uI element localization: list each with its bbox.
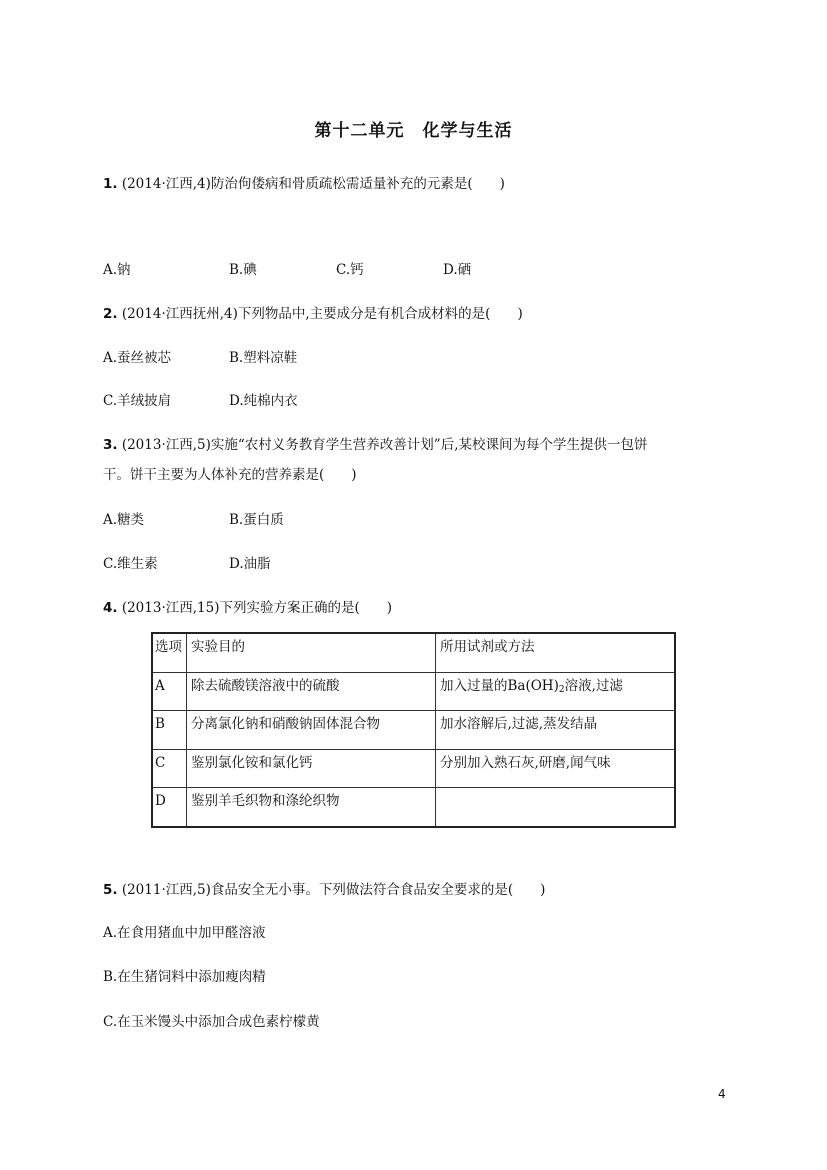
row-purpose: 分离氯化钠和硝酸钠固体混合物 xyxy=(187,711,436,750)
option-a: A.糖类 xyxy=(103,512,145,528)
question-3-line-2: 干。饼干主要为人体补充的营养素是( ) xyxy=(103,467,357,483)
subscript: 2 xyxy=(558,684,565,695)
question-5 xyxy=(103,878,545,898)
question-text: (2013·江西,15)下列实验方案正确的是( ) xyxy=(121,600,393,616)
option-c: C.维生素 xyxy=(103,556,158,572)
question-text: (2014·江西抚州,4)下列物品中,主要成分是有机合成材料的是( ) xyxy=(121,306,523,322)
question-text: (2011·江西,5)食品安全无小事。下列做法符合食品安全要求的是( ) xyxy=(121,882,546,898)
experiment-table xyxy=(151,632,676,828)
table-row xyxy=(152,749,675,788)
question-text: (2013·江西,5)实施“农村义务教育学生营养改善计划”后,某校课间为每个学生提供一包饼 xyxy=(121,437,648,453)
table-header-row xyxy=(152,633,675,672)
option-b: B.塑料凉鞋 xyxy=(229,350,298,366)
option-b: B.在生猪饲料中添加瘦肉精 xyxy=(103,969,266,985)
row-purpose: 除去硫酸镁溶液中的硫酸 xyxy=(187,672,436,711)
question-number: 5. xyxy=(103,882,118,898)
question-number: 4. xyxy=(103,600,118,616)
option-a: A.钠 xyxy=(103,262,131,278)
row-method: 分别加入熟石灰,研磨,闻气味 xyxy=(436,749,676,788)
option-c: C.羊绒披肩 xyxy=(103,393,172,409)
row-purpose: 鉴别氯化铵和氯化钙 xyxy=(187,749,436,788)
page-number: 4 xyxy=(718,1087,726,1101)
option-a: A.蚕丝被芯 xyxy=(103,350,172,366)
question-3 xyxy=(103,433,647,453)
question-number: 2. xyxy=(103,306,118,322)
question-text: (2014·江西,4)防治佝偻病和骨质疏松需适量补充的元素是( ) xyxy=(121,176,505,192)
row-method xyxy=(436,672,676,711)
question-4 xyxy=(103,596,392,616)
row-option: C xyxy=(152,749,187,788)
page-title: 第十二单元 化学与生活 xyxy=(314,121,513,141)
row-option: A xyxy=(152,672,187,711)
method-text-after: 溶液,过滤 xyxy=(564,677,623,694)
header-method: 所用试剂或方法 xyxy=(436,633,676,672)
table-row xyxy=(152,788,675,827)
option-d: D.硒 xyxy=(443,262,472,278)
option-d: D.纯棉内衣 xyxy=(229,393,298,409)
option-b: B.碘 xyxy=(229,262,257,278)
option-d: D.油脂 xyxy=(229,556,271,572)
table-row xyxy=(152,672,675,711)
row-method xyxy=(436,788,676,827)
question-number: 3. xyxy=(103,437,118,453)
row-option: B xyxy=(152,711,187,750)
option-b: B.蛋白质 xyxy=(229,512,284,528)
header-purpose: 实验目的 xyxy=(187,633,436,672)
row-purpose: 鉴别羊毛织物和涤纶织物 xyxy=(187,788,436,827)
option-c: C.钙 xyxy=(336,262,364,278)
option-a: A.在食用猪血中加甲醛溶液 xyxy=(103,925,266,941)
header-option: 选项 xyxy=(152,633,187,672)
question-2 xyxy=(103,302,523,322)
method-text: 加入过量的Ba(OH) xyxy=(440,677,559,694)
option-c: C.在玉米馒头中添加合成色素柠檬黄 xyxy=(103,1014,320,1030)
question-number: 1. xyxy=(103,176,118,192)
question-1 xyxy=(103,172,505,192)
row-option: D xyxy=(152,788,187,827)
table-row xyxy=(152,711,675,750)
row-method: 加水溶解后,过滤,蒸发结晶 xyxy=(436,711,676,750)
